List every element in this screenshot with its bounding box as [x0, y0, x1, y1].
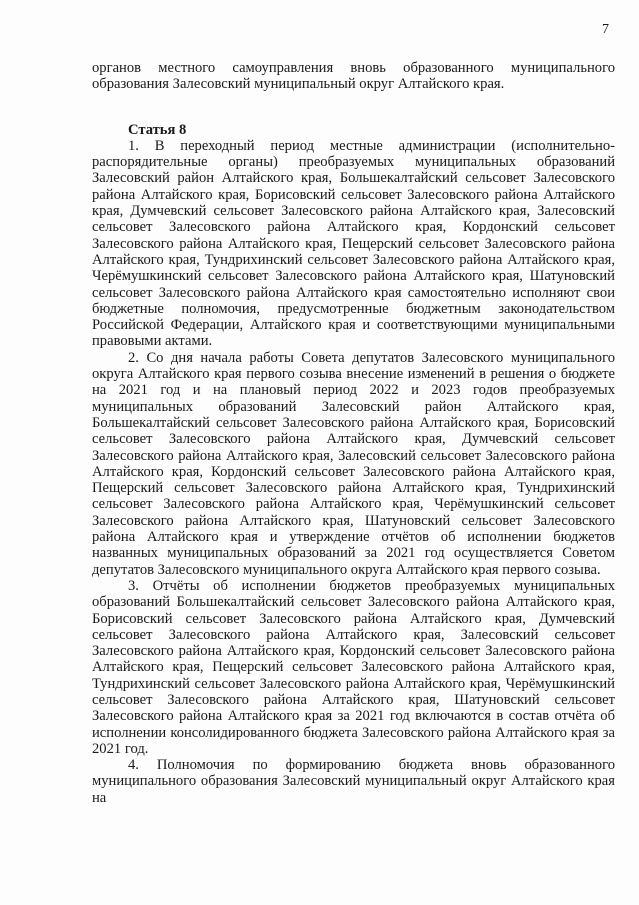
paragraph-2: 2. Со дня начала работы Совета депутатов Залесовского муниципального округа Алтайского края первого созыва внесение изменений в решения о бюджете на 2021 год и на плановый период 2022 и 2023 годов преобразуемых муниципальных образований Залесовский район Алтайского края, Большекалтайский сельсовет Залесовского района Алтайского края, Борисовский сельсовет Залесовского района Алтайского края, Думчевский сельсовет Залесовского района Алтайского края, Залесовский сельсовет Залесовского района Алтайского края, Кордонский сельсовет Залесовского района Алтайского края, Пещерский сельсовет Залесовского района Алтайского края, Тундрихинский сельсовет Залесовского района Алтайского края, Черёмушкинский сельсовет Залесовского района Алтайского края, Шатуновский сельсовет Залесовского района Алтайского края и утверждение отчётов об исполнении бюджетов названных муниципальных образований за 2021 год осуществляется Советом депутатов Залесовского муниципального округа Алтайского края первого созыва.: [92, 349, 615, 578]
article-title: Статья 8: [128, 121, 187, 138]
page-number: 7: [602, 22, 609, 37]
paragraph-3: 3. Отчёты об исполнении бюджетов преобразуемых муниципальных образований Большекалтайский сельсовет Залесовского района Алтайского края, Борисовский сельсовет Залесовского района Алтайского края, Думчевский сельсовет Залесовского района Алтайского края, Залесовский сельсовет Залесовского района Алтайского края, Кордонский сельсовет Залесовского района Алтайского края, Пещерский сельсовет Залесовского района Алтайского края, Тундрихинский сельсовет Залесовского района Алтайского края, Черёмушкинский сельсовет Залесовского района Алтайского края, Шатуновский сельсовет Залесовского района Алтайского края за 2021 год включаются в состав отчёта об исполнении консолидированного бюджета Залесовского района Алтайского края за 2021 год.: [92, 577, 615, 757]
lead-paragraph: органов местного самоуправления вновь образованного муниципального образования Залесовский муниципальный округ Алтайского края.: [92, 60, 615, 93]
document-body: [92, 60, 615, 806]
paragraph-4: 4. Полномочия по формированию бюджета вновь образованного муниципального образования Залесовский муниципальный округ Алтайского края на: [92, 757, 615, 806]
paragraph-1: 1. В переходный период местные администрации (исполнительно-распорядительные органы) преобразуемых муниципальных образований Залесовский район Алтайского края, Большекалтайский сельсовет Залесовского района Алтайского края, Борисовский сельсовет Залесовского района Алтайского края, Думчевский сельсовет Залесовского района Алтайского края, Залесовский сельсовет Залесовского района Алтайского края, Кордонский сельсовет Залесовского района Алтайского края, Пещерский сельсовет Залесовского района Алтайского края, Тундрихинский сельсовет Залесовского района Алтайского края, Черёмушкинский сельсовет Залесовского района Алтайского края, Шатуновский сельсовет Залесовского района Алтайского края самостоятельно исполняют свои бюджетные полномочия, предусмотренные бюджетным законодательством Российской Федерации, Алтайского края и соответствующими муниципальными правовыми актами.: [92, 137, 615, 350]
